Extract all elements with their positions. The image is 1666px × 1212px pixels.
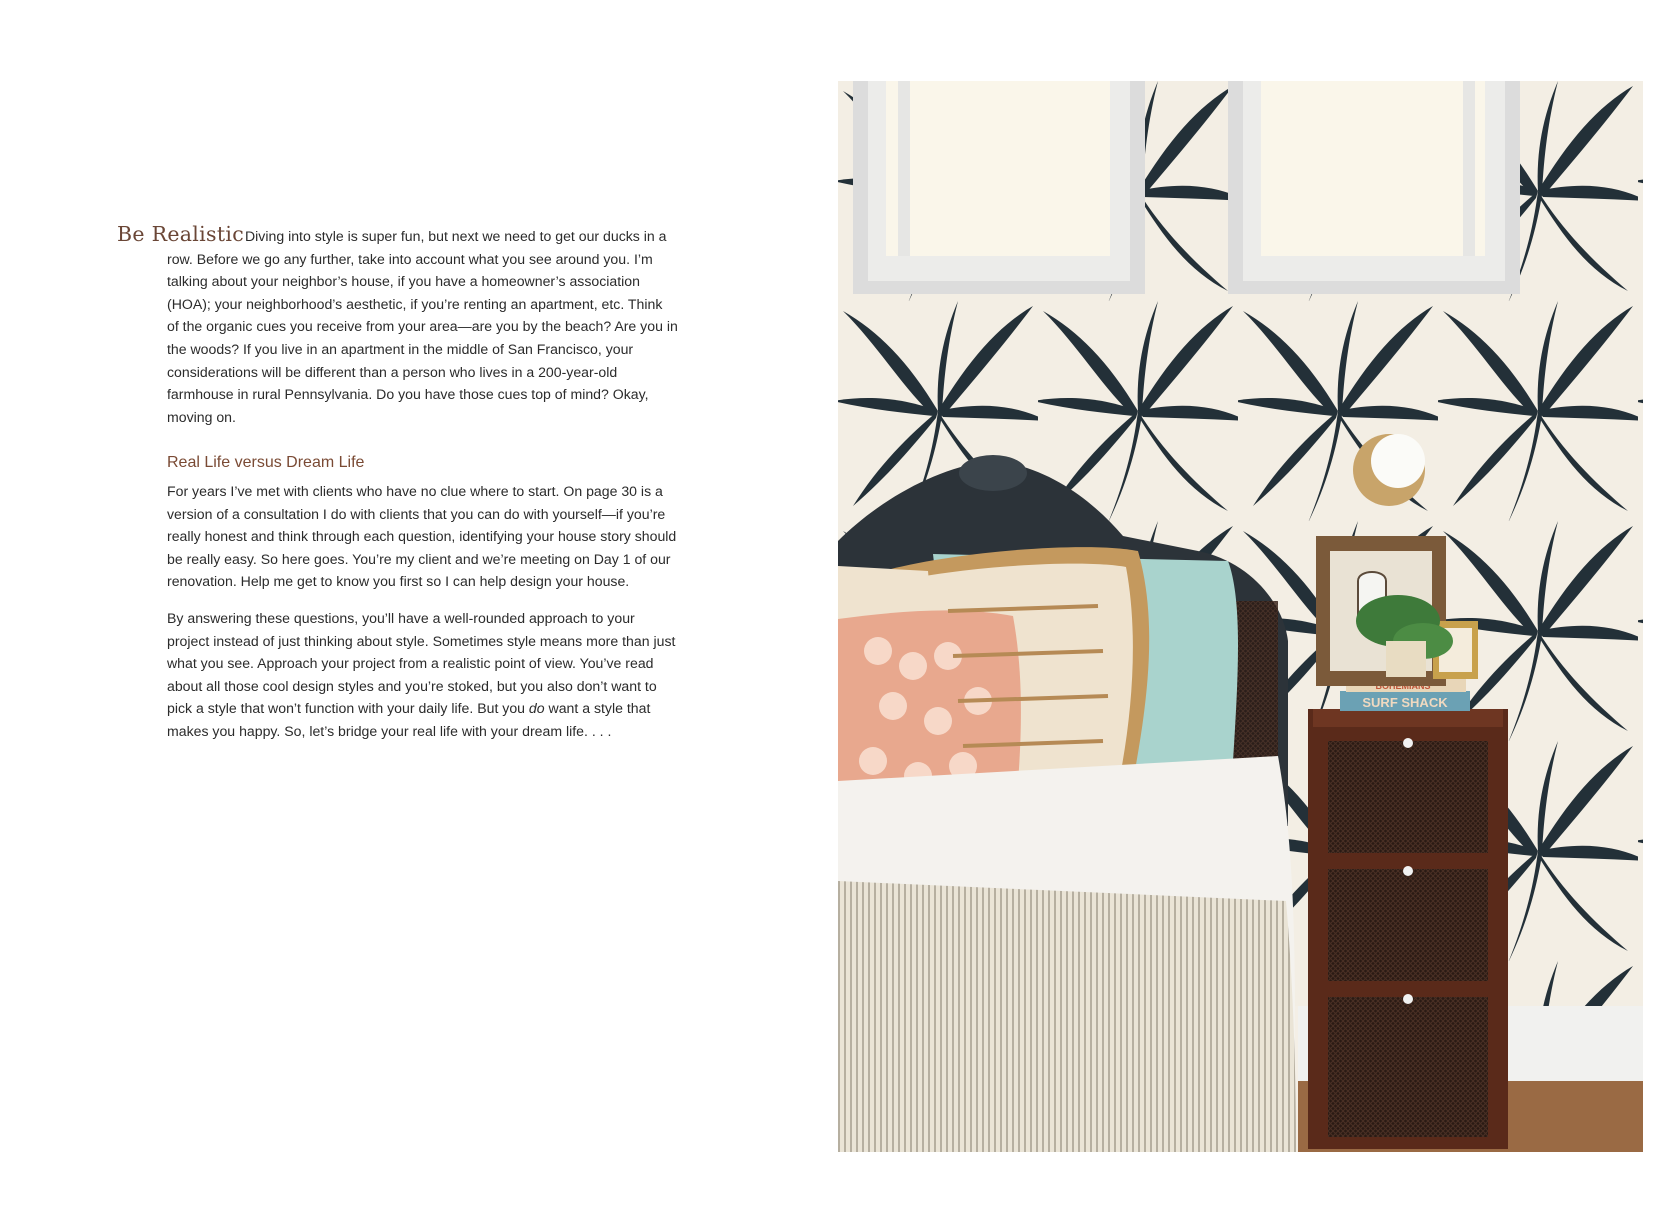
right-window: [1228, 81, 1520, 294]
wall-sconce: [1353, 434, 1425, 506]
bedroom-photo: [838, 81, 1643, 1152]
body-paragraph-2-end: want a style that makes you happy. So, let’s bridge your real life with your dream life. . . .: [167, 700, 651, 739]
body-paragraph-2-start: By answering these questions, you’ll have a well-rounded approach to your project instead of just thinking about style. Sometimes style means more than just what you see. Approach your project from a realistic point of view. You’ve read about all those cool design styles and you’re stoked, but you also don’t want to pick a style that won’t function with your daily life. But you: [167, 609, 676, 717]
intro-paragraph: Diving into style is super fun, but next we need to get our ducks in a row. Before we go any further, take into account what you see around you. I’m talking about your neighbor’s house, if you have a homeowner’s association (HOA); your neighborhood’s aesthetic, if you’re renting an apartment, etc. Think of the organic cues you receive from your area—are you by the beach? Are you in the woods? If you live in an apartment in the middle of San Francisco, your considerations will be different than a person who lives in a 200-year-old farmhouse in rural Pennsylvania. Do you have those cues top of mind? Okay, moving on.: [167, 228, 678, 425]
left-window: [853, 81, 1145, 294]
subsection-heading: Real Life versus Dream Life: [167, 454, 365, 472]
nightstand: [1308, 709, 1508, 1149]
bedroom-illustration: [838, 81, 1643, 1152]
text-column: [167, 225, 678, 756]
section-heading: Be Realistic: [117, 222, 245, 246]
book-spine-surf-shack: SURF SHACK: [1362, 695, 1448, 710]
body-paragraph-2-emphasis: do: [528, 700, 545, 717]
body-paragraph-2: [167, 607, 678, 743]
woven-blanket: [838, 881, 1296, 1152]
body-paragraph-1: For years I’ve met with clients who have no clue where to start. On page 30 is a version of a consultation I do with clients that you can do with yourself—if you’re really honest and think through each question, identifying your house story should be really easy. So here goes. You’re my client and we’re meeting on Day 1 of our renovation. Help me get to know you first so I can help design your house.: [167, 482, 677, 590]
